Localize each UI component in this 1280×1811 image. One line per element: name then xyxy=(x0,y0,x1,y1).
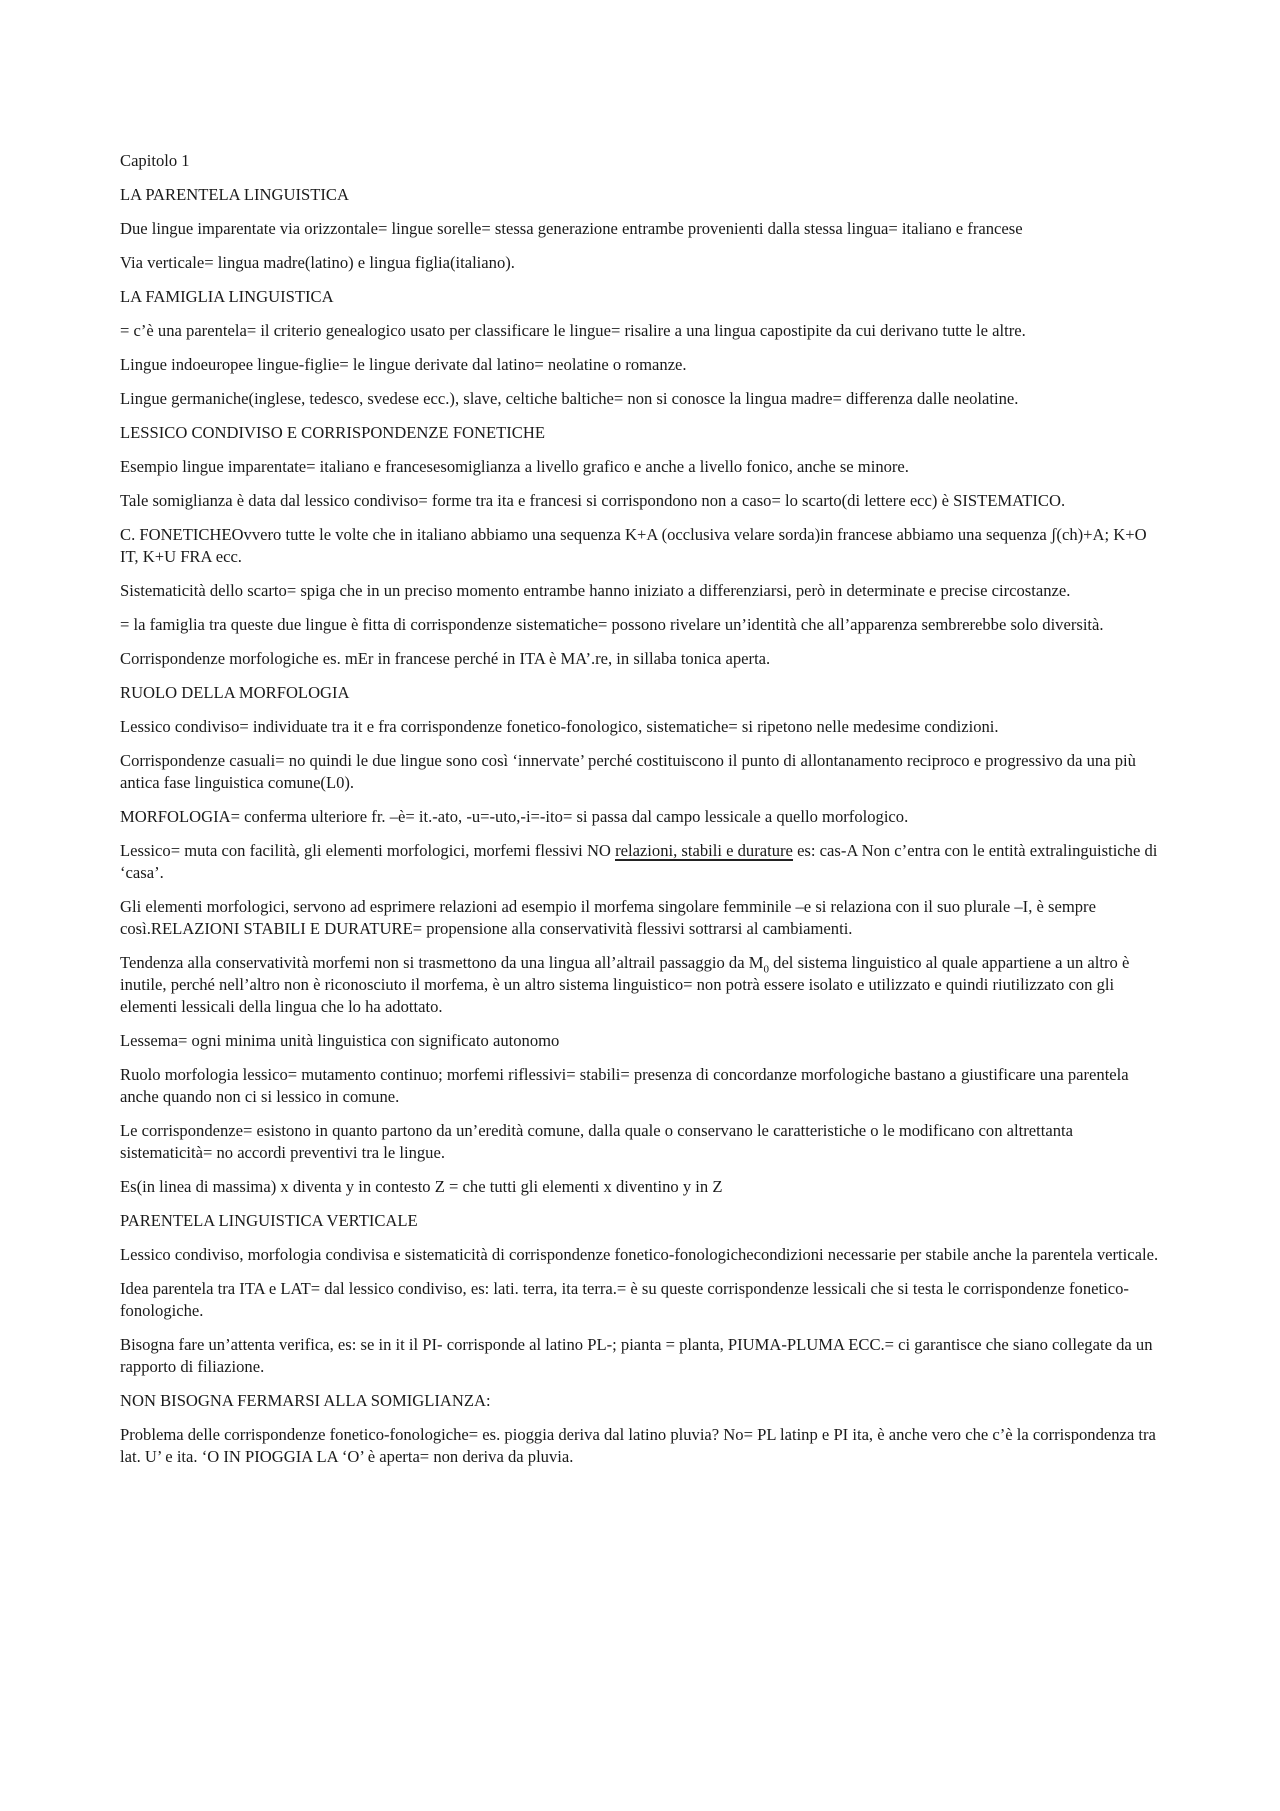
document-page xyxy=(120,150,1160,1480)
text-run: es: cas-A Non c’entra con le entità extralinguistiche di ‘casa’. xyxy=(120,841,1158,882)
heading-morfologia: RUOLO DELLA MORFOLOGIA xyxy=(120,683,350,702)
chapter-label: Capitolo 1 xyxy=(120,151,190,170)
paragraph: Es(in linea di massima) x diventa y in contesto Z = che tutti gli elementi x diventino y in Z xyxy=(120,1177,723,1196)
paragraph: Lingue germaniche(inglese, tedesco, svedese ecc.), slave, celtiche baltiche= non si conosce la lingua madre= differenza dalle neolatine. xyxy=(120,389,1019,408)
text-run: Lessico= muta con facilità, gli elementi morfologici, morfemi flessivi NO xyxy=(120,841,616,860)
paragraph-lessico xyxy=(120,840,1160,884)
paragraph: = la famiglia tra queste due lingue è fitta di corrispondenze sistematiche= possono rivelare un’identità che all’apparenza sembrerebbe solo diversità. xyxy=(120,615,1104,634)
paragraph: Le corrispondenze= esistono in quanto partono da un’eredità comune, dalla quale o conservano le caratteristiche o le modificano con altrettanta sistematicità= no accordi preventivi tra le lingue. xyxy=(120,1121,1073,1162)
paragraph: Sistematicità dello scarto= spiga che in un preciso momento entrambe hanno iniziato a differenziarsi, però in determinate e precise circostanze. xyxy=(120,581,1071,600)
paragraph: Lessema= ogni minima unità linguistica con significato autonomo xyxy=(120,1031,560,1050)
paragraph: C. FONETICHEOvvero tutte le volte che in italiano abbiamo una sequenza K+A (occlusiva velare sorda)in francese abbiamo una sequenza ʃ(ch)+A; K+O IT, K+U FRA ecc. xyxy=(120,525,1147,566)
paragraph: Via verticale= lingua madre(latino) e lingua figlia(italiano). xyxy=(120,253,515,272)
paragraph: Esempio lingue imparentate= italiano e francesesomiglianza a livello grafico e anche a livello fonico, anche se minore. xyxy=(120,457,909,476)
paragraph: Gli elementi morfologici, servono ad esprimere relazioni ad esempio il morfema singolare femminile –e si relaziona con il suo plurale –I, è sempre così.RELAZIONI STABILI E DURATURE= propensione alla conservatività flessivi sottrarsi al cambiamenti. xyxy=(120,897,1096,938)
heading-famiglia: LA FAMIGLIA LINGUISTICA xyxy=(120,287,334,306)
paragraph: Lessico condiviso, morfologia condivisa e sistematicità di corrispondenze fonetico-fonologichecondizioni necessarie per stabile anche la parentela verticale. xyxy=(120,1245,1159,1264)
text-run: del sistema linguistico al quale appartiene a un altro è inutile, perché nell’altro non è riconosciuto il morfema, è un altro sistema linguistico= non potrà essere isolato e utilizzato e quindi riutilizzato con gli elementi lessicali della lingua che lo ha adottato. xyxy=(120,953,1130,1016)
underlined-text: relazioni, stabili e durature xyxy=(615,841,793,860)
subscript: 0 xyxy=(763,963,769,976)
paragraph: Idea parentela tra ITA e LAT= dal lessico condiviso, es: lati. terra, ita terra.= è su queste corrispondenze lessicali che si testa le corrispondenze fonetico-fonologiche. xyxy=(120,1279,1129,1320)
text-run: Tendenza alla conservatività morfemi non si trasmettono da una lingua all’altrail passaggio da M xyxy=(120,953,764,972)
paragraph: = c’è una parentela= il criterio genealogico usato per classificare le lingue= risalire a una lingua capostipite da cui derivano tutte le altre. xyxy=(120,321,1026,340)
paragraph: Corrispondenze morfologiche es. mEr in francese perché in ITA è MA’.re, in sillaba tonica aperta. xyxy=(120,649,771,668)
paragraph: Lessico condiviso= individuate tra it e fra corrispondenze fonetico-fonologico, sistematiche= si ripetono nelle medesime condizioni. xyxy=(120,717,999,736)
paragraph: Due lingue imparentate via orizzontale= lingue sorelle= stessa generazione entrambe provenienti dalla stessa lingua= italiano e francese xyxy=(120,219,1023,238)
paragraph: Ruolo morfologia lessico= mutamento continuo; morfemi riflessivi= stabili= presenza di concordanze morfologiche bastano a giustificare una parentela anche quando non ci si lessico in comune. xyxy=(120,1065,1129,1106)
paragraph: MORFOLOGIA= conferma ulteriore fr. –è= it.-ato, -u=-uto,-i=-ito= si passa dal campo lessicale a quello morfologico. xyxy=(120,807,909,826)
paragraph-tendenza xyxy=(120,952,1160,1018)
heading-lessico: LESSICO CONDIVISO E CORRISPONDENZE FONETICHE xyxy=(120,423,545,442)
paragraph: Lingue indoeuropee lingue-figlie= le lingue derivate dal latino= neolatine o romanze. xyxy=(120,355,687,374)
paragraph: Bisogna fare un’attenta verifica, es: se in it il PI- corrisponde al latino PL-; pianta = planta, PIUMA-PLUMA ECC.= ci garantisce che siano collegate da un rapporto di filiazione. xyxy=(120,1335,1153,1376)
heading-somiglianza: NON BISOGNA FERMARSI ALLA SOMIGLIANZA: xyxy=(120,1391,491,1410)
paragraph: Corrispondenze casuali= no quindi le due lingue sono così ‘innervate’ perché costituiscono il punto di allontanamento reciproco e progressivo da una più antica fase linguistica comune(L0). xyxy=(120,751,1136,792)
paragraph: Problema delle corrispondenze fonetico-fonologiche= es. pioggia deriva dal latino pluvia? No= PL latinp e PI ita, è anche vero che c’è la corrispondenza tra lat. U’ e ita. ‘O IN PIOGGIA LA ‘O’ è aperta= non deriva da pluvia. xyxy=(120,1425,1156,1466)
heading-parentela: LA PARENTELA LINGUISTICA xyxy=(120,185,349,204)
paragraph: Tale somiglianza è data dal lessico condiviso= forme tra ita e francesi si corrispondono non a caso= lo scarto(di lettere ecc) è SISTEMATICO. xyxy=(120,491,1066,510)
heading-verticale: PARENTELA LINGUISTICA VERTICALE xyxy=(120,1211,418,1230)
